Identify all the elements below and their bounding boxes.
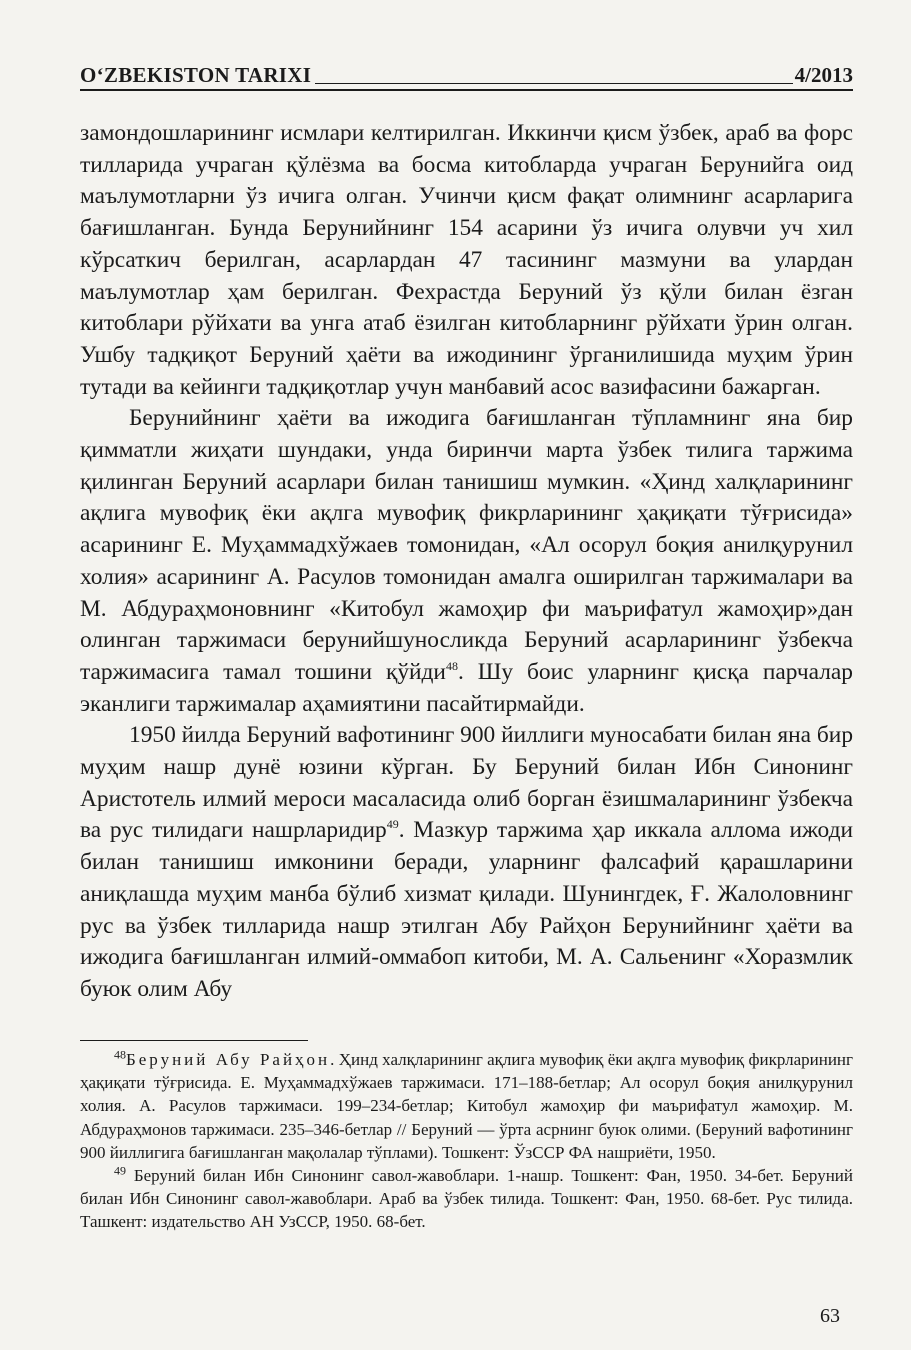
footnote-ref[interactable]: 49 bbox=[386, 817, 399, 832]
running-header bbox=[80, 58, 853, 88]
footnote-49 bbox=[80, 1164, 853, 1234]
journal-title: O‘ZBEKISTON TARIXI bbox=[80, 63, 312, 87]
paragraph-text: . Шу боис уларнинг қисқа парчалар эканлиги таржималар аҳамиятини пасайтирмайди. bbox=[80, 658, 853, 717]
footnote-text: Беруний билан Ибн Синонинг савол-жавоблари. 1-нашр. Тошкент: Фан, 1950. 34-бет. Беруний билан Ибн Синонинг савол-жавоблари. Араб ва ўзбек тилида. Тошкент: Фан, 1950. 68-бет. Рус тилида. Ташкент: издательство АН УзССР, 1950. 68-бет. bbox=[80, 1166, 853, 1232]
footnote-ref[interactable]: 48 bbox=[445, 659, 458, 674]
paragraph-text: замондошларининг исмлари келтирилган. Иккинчи қисм ўзбек, араб ва форс тилларида учраган қўлёзма ва босма китобларда учраган Берунийга оид маълумотларни ўз ичига олган. Учинчи қисм фақат олимнинг асарларига бағишланган. Бунда Берунийнинг 154 асарини ўз ичига олувчи уч хил кўрсаткич берилган, асарлардан 47 тасининг мазмуни ва улардан маълумотлар ҳам берилган. Фехрастда Беруний ўз қўли билан ёзган китоблари рўйхати ва унга атаб ёзилган китобларнинг рўйхати ўрин олган. Ушбу тадқиқот Беруний ҳаёти ва ижодининг ўрганилишида муҳим ўрин тутади ва кейинги тадқиқотлар учун манбавий асос вазифасини бажарган. bbox=[80, 120, 853, 400]
footnote-separator bbox=[80, 1040, 308, 1041]
issue-number: 4/2013 bbox=[794, 63, 853, 87]
header-rule bbox=[80, 89, 853, 91]
paragraph-text: . Мазкур таржима ҳар иккала аллома ижоди билан танишиш имконини беради, уларнинг фалсафий қарашларини аниқлашда муҳим манба бўлиб хизмат қилади. Шунингдек, Ғ. Жалоловнинг рус ва ўзбек тилларида нашр этилган Абу Райҳон Берунийнинг ҳаёти ва ижодига бағишланган илмий-оммабоп китоби, М. А. Сальенинг «Хоразмлик буюк олим Абу bbox=[80, 817, 853, 1002]
paragraph-text: 1950 йилда Беруний вафотининг 900 йиллиги муносабати билан яна бир муҳим нашр дунё юзини кўрган. Бу Беруний билан Ибн Синонинг Аристотель илмий мероси масаласида олиб борган ёзишмаларининг ўзбекча ва рус тилидаги нашрларидир bbox=[80, 722, 854, 844]
paragraph bbox=[80, 118, 853, 403]
paragraph bbox=[80, 403, 853, 720]
header-leader-line bbox=[315, 82, 792, 84]
footnote-text: . Ҳинд халқларининг ақлига мувофиқ ёки ақлга мувофиқ фикрларининг ҳақиқати тўғрисида. Е. Муҳаммадхўжаев таржимаси. 171–188-бетлар; Ал осорул боқия анилқурунил холия. А. Расулов таржимаси. 199–234-бетлар; Китобул жамоҳир фи маърифатул жамоҳир. М. Абдураҳмонов таржимаси. 235–346-бетлар // Беруний — ўрта асрнинг буюк олими. (Беруний вафотининг 900 йиллигига бағишланган мақолалар тўплами). Тошкент: ЎзССР ФА нашриёти, 1950. bbox=[80, 1050, 853, 1162]
footnote-number: 49 bbox=[114, 1163, 126, 1178]
footnote-48 bbox=[80, 1048, 853, 1164]
paragraph bbox=[80, 720, 853, 1005]
footnote-number: 48 bbox=[114, 1047, 126, 1062]
footnotes bbox=[80, 1048, 853, 1234]
page-number: 63 bbox=[820, 1305, 840, 1327]
main-text bbox=[80, 118, 853, 1006]
paragraph-text: Берунийнинг ҳаёти ва ижодига бағишланган тўпламнинг яна бир қимматли жиҳати шундаки, унда биринчи марта ўзбек тилига таржима қилинган Беруний асарлари билан танишиш мумкин. «Ҳинд халқларининг ақлига мувофиқ ёки ақлга мувофиқ фикрларининг ҳақиқати тўғрисида» асарининг Е. Муҳаммадхўжаев томонидан, «Ал осорул боқия анилқурунил холия» асарининг А. Расулов томонидан амалга оширилган таржималари ва М. Абдураҳмоновнинг «Китобул жамоҳир фи маърифатул жамоҳир»дан олинган таржимаси берунийшуносликда Беруний асарларининг ўзбекча таржимасига тамал тошини қўйди bbox=[80, 405, 853, 685]
footnote-author: Беруний Абу Райҳон bbox=[126, 1050, 331, 1069]
